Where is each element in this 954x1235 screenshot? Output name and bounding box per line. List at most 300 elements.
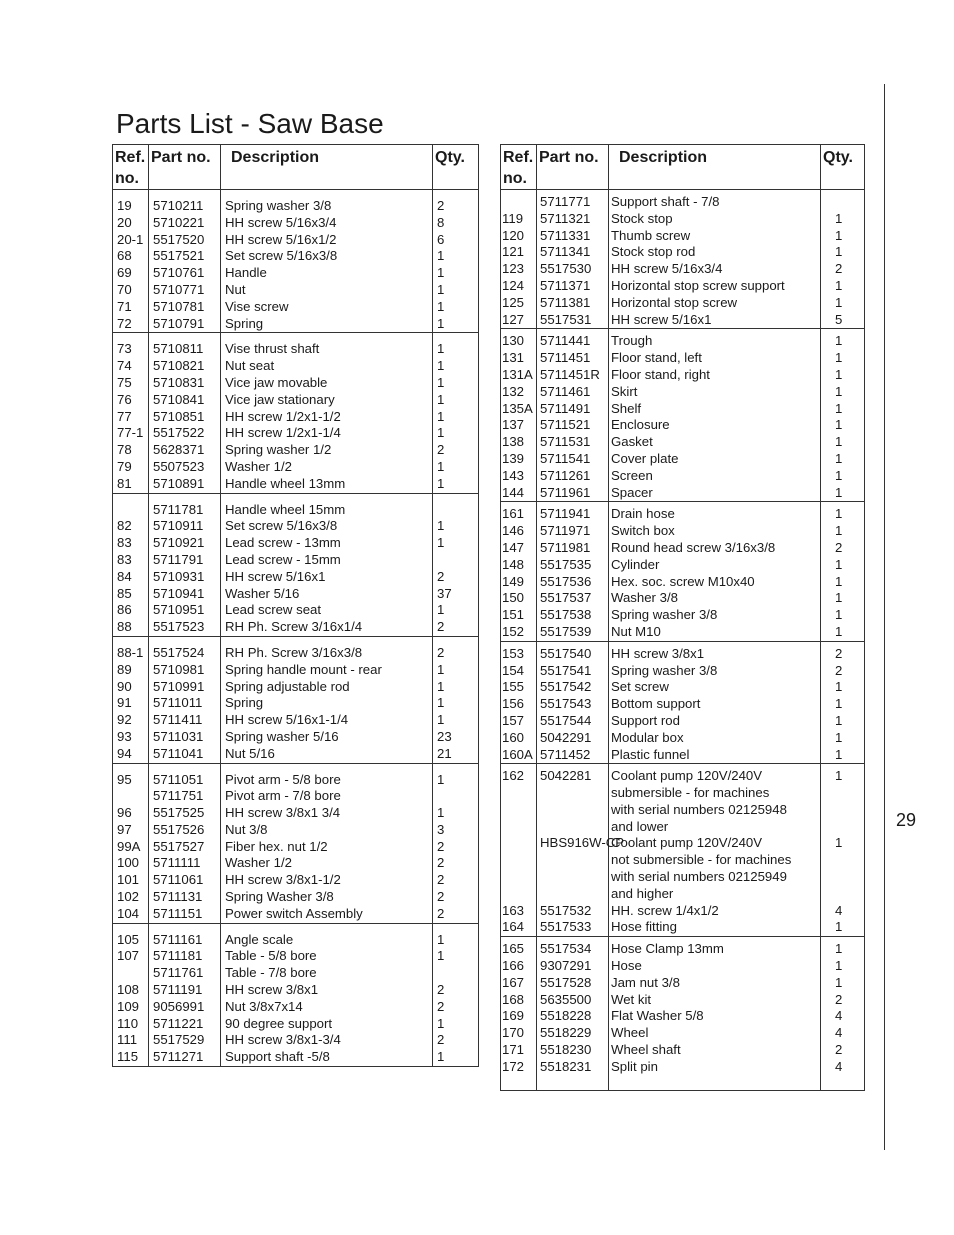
description-cell: Handle wheel 15mm <box>221 493 433 518</box>
part-no-cell: 5517540 <box>537 641 609 662</box>
table-row <box>501 540 865 557</box>
description-cell: Pivot arm - 7/8 bore <box>221 788 433 805</box>
table-row <box>113 248 479 265</box>
description-cell: HH screw 3/8x1 <box>609 641 821 662</box>
table-row <box>501 886 865 903</box>
qty-cell: 1 <box>433 602 479 619</box>
table-row <box>113 746 479 763</box>
table-row <box>113 712 479 729</box>
description-cell: Set screw 5/16x3/8 <box>221 518 433 535</box>
description-cell: HH screw 5/16x3/4 <box>221 215 433 232</box>
part-no-cell: 5711371 <box>537 278 609 295</box>
description-cell: Nut <box>221 282 433 299</box>
description-cell: Gasket <box>609 434 821 451</box>
qty-cell: 1 <box>821 485 865 502</box>
description-cell: Wet kit <box>609 992 821 1009</box>
qty-cell: 2 <box>433 569 479 586</box>
table-row <box>501 485 865 502</box>
part-no-cell: 5711451 <box>537 350 609 367</box>
qty-cell: 1 <box>821 434 865 451</box>
description-cell: Hose <box>609 958 821 975</box>
part-no-cell: 5517531 <box>537 312 609 329</box>
description-cell: Handle <box>221 265 433 282</box>
table-row <box>113 190 479 215</box>
qty-cell: 1 <box>821 937 865 958</box>
description-cell: Trough <box>609 329 821 350</box>
description-cell: Bottom support <box>609 696 821 713</box>
table-row <box>501 468 865 485</box>
qty-cell: 1 <box>821 367 865 384</box>
description-cell: Nut 3/8x7x14 <box>221 999 433 1016</box>
qty-cell: 1 <box>821 502 865 523</box>
parts-group <box>113 636 479 763</box>
description-cell: Support shaft -5/8 <box>221 1049 433 1066</box>
description-cell: with serial numbers 02125948 <box>609 802 821 819</box>
qty-cell: 1 <box>821 244 865 261</box>
part-no-cell <box>537 852 609 869</box>
qty-cell: 1 <box>433 476 479 493</box>
qty-cell <box>433 493 479 518</box>
part-no-cell: 5517527 <box>149 839 221 856</box>
ref-no-cell: 84 <box>113 569 149 586</box>
part-no-cell: 5711771 <box>537 190 609 211</box>
ref-no-cell: 163 <box>501 903 537 920</box>
description-cell: HH screw 5/16x1-1/4 <box>221 712 433 729</box>
qty-cell <box>433 788 479 805</box>
part-no-cell: 5711221 <box>149 1016 221 1033</box>
ref-no-cell: 124 <box>501 278 537 295</box>
description-cell: Cover plate <box>609 451 821 468</box>
table-row <box>113 1049 479 1066</box>
description-cell: Round head screw 3/16x3/8 <box>609 540 821 557</box>
qty-cell: 1 <box>821 958 865 975</box>
description-cell: Vise thrust shaft <box>221 333 433 358</box>
table-row <box>113 1032 479 1049</box>
description-cell: HH screw 3/8x1 <box>221 982 433 999</box>
part-no-cell: 5711961 <box>537 485 609 502</box>
parts-table-right <box>500 144 865 1091</box>
ref-no-cell: 92 <box>113 712 149 729</box>
qty-cell: 1 <box>433 392 479 409</box>
qty-cell: 1 <box>821 417 865 434</box>
ref-no-cell: 138 <box>501 434 537 451</box>
table-row <box>501 574 865 591</box>
qty-cell: 4 <box>821 903 865 920</box>
ref-no-cell <box>113 493 149 518</box>
qty-cell: 2 <box>433 872 479 889</box>
description-cell: Support rod <box>609 713 821 730</box>
description-cell: HH screw 5/16x3/4 <box>609 261 821 278</box>
page-number: 29 <box>896 810 917 830</box>
ref-no-cell: 161 <box>501 502 537 523</box>
part-no-cell: 5711181 <box>149 948 221 965</box>
description-cell: Switch box <box>609 523 821 540</box>
part-no-cell: 5517523 <box>149 619 221 636</box>
ref-no-cell: 94 <box>113 746 149 763</box>
part-no-cell: 5710771 <box>149 282 221 299</box>
ref-no-cell: 155 <box>501 679 537 696</box>
qty-cell: 2 <box>433 906 479 923</box>
qty-cell: 2 <box>821 992 865 1009</box>
qty-cell: 1 <box>433 459 479 476</box>
part-no-cell: 5710931 <box>149 569 221 586</box>
ref-no-cell <box>501 852 537 869</box>
qty-cell: 1 <box>433 923 479 948</box>
table-row <box>113 232 479 249</box>
qty-cell <box>821 802 865 819</box>
ref-no-cell: 88 <box>113 619 149 636</box>
part-no-cell: 5517530 <box>537 261 609 278</box>
part-no-cell: 5517521 <box>149 248 221 265</box>
table-row <box>501 417 865 434</box>
qty-cell: 1 <box>433 679 479 696</box>
table-row <box>501 641 865 662</box>
ref-no-cell: 160 <box>501 730 537 747</box>
part-no-cell <box>537 869 609 886</box>
ref-no-cell: 77 <box>113 409 149 426</box>
part-no-cell: 5711941 <box>537 502 609 523</box>
part-no-cell: 5710981 <box>149 662 221 679</box>
table-row <box>501 958 865 975</box>
part-no-cell: 5711751 <box>149 788 221 805</box>
ref-no-cell: 169 <box>501 1008 537 1025</box>
part-no-cell: 5711451R <box>537 367 609 384</box>
description-cell: Drain hose <box>609 502 821 523</box>
qty-cell: 2 <box>821 641 865 662</box>
part-no-cell: 5710841 <box>149 392 221 409</box>
part-no-cell: 5711761 <box>149 965 221 982</box>
ref-no-cell <box>501 190 537 211</box>
qty-cell: 1 <box>821 713 865 730</box>
table-row <box>501 329 865 350</box>
qty-cell: 1 <box>433 299 479 316</box>
part-no-cell: 5711111 <box>149 855 221 872</box>
part-no-cell: 5711381 <box>537 295 609 312</box>
part-no-header: Part no. <box>149 145 221 190</box>
ref-no-cell <box>501 802 537 819</box>
part-no-cell: 5517528 <box>537 975 609 992</box>
description-cell: Flat Washer 5/8 <box>609 1008 821 1025</box>
ref-no-cell: 143 <box>501 468 537 485</box>
qty-cell <box>821 886 865 903</box>
part-no-cell: 5711131 <box>149 889 221 906</box>
table-row <box>501 367 865 384</box>
description-cell: Table - 5/8 bore <box>221 948 433 965</box>
part-no-cell: 5711011 <box>149 695 221 712</box>
table-row <box>113 923 479 948</box>
part-no-cell: 5710851 <box>149 409 221 426</box>
description-cell: Spring <box>221 695 433 712</box>
qty-cell: 3 <box>433 822 479 839</box>
qty-cell <box>821 852 865 869</box>
description-cell: Horizontal stop screw <box>609 295 821 312</box>
description-cell: Enclosure <box>609 417 821 434</box>
qty-cell: 1 <box>821 329 865 350</box>
qty-cell: 1 <box>821 975 865 992</box>
part-no-cell: 5518229 <box>537 1025 609 1042</box>
qty-cell: 2 <box>433 1032 479 1049</box>
ref-no-cell: 68 <box>113 248 149 265</box>
table-row <box>113 695 479 712</box>
table-row <box>501 434 865 451</box>
table-row <box>113 476 479 493</box>
description-cell: Support shaft - 7/8 <box>609 190 821 211</box>
table-row <box>113 839 479 856</box>
qty-cell: 1 <box>821 747 865 764</box>
qty-cell: 1 <box>433 712 479 729</box>
description-cell: Thumb screw <box>609 228 821 245</box>
table-row <box>113 493 479 518</box>
part-no-cell: 5042291 <box>537 730 609 747</box>
qty-cell: 21 <box>433 746 479 763</box>
table-row <box>113 872 479 889</box>
description-cell: Spring washer 3/8 <box>221 190 433 215</box>
ref-no-cell: 131 <box>501 350 537 367</box>
description-cell: 90 degree support <box>221 1016 433 1033</box>
table-row <box>501 590 865 607</box>
qty-cell: 1 <box>433 535 479 552</box>
part-no-cell: 5711541 <box>537 451 609 468</box>
description-cell: Lead screw seat <box>221 602 433 619</box>
description-cell: Split pin <box>609 1059 821 1090</box>
ref-no-cell: 90 <box>113 679 149 696</box>
table-row <box>113 333 479 358</box>
table-row <box>501 819 865 836</box>
part-no-cell: 5628371 <box>149 442 221 459</box>
part-no-cell: 5518228 <box>537 1008 609 1025</box>
ref-no-cell <box>113 965 149 982</box>
description-cell: Spring handle mount - rear <box>221 662 433 679</box>
description-cell: HH screw 5/16x1 <box>609 312 821 329</box>
qty-cell: 1 <box>433 265 479 282</box>
qty-cell: 2 <box>433 619 479 636</box>
table-row <box>501 852 865 869</box>
table-row <box>501 747 865 764</box>
description-cell: Set screw <box>609 679 821 696</box>
table-row <box>501 713 865 730</box>
table-row <box>501 975 865 992</box>
part-no-cell: 5710991 <box>149 679 221 696</box>
qty-cell <box>821 869 865 886</box>
description-cell: Vice jaw movable <box>221 375 433 392</box>
description-cell: Floor stand, right <box>609 367 821 384</box>
parts-table-left <box>112 144 479 1067</box>
qty-cell: 1 <box>433 248 479 265</box>
qty-cell: 1 <box>433 805 479 822</box>
part-no-cell: 5710811 <box>149 333 221 358</box>
description-cell: Spring adjustable rod <box>221 679 433 696</box>
table-row <box>113 409 479 426</box>
part-no-cell: 5711331 <box>537 228 609 245</box>
description-cell: Modular box <box>609 730 821 747</box>
description-cell: Angle scale <box>221 923 433 948</box>
qty-cell: 1 <box>821 451 865 468</box>
qty-cell: 1 <box>821 523 865 540</box>
part-no-cell: 5710221 <box>149 215 221 232</box>
part-no-cell: 5517538 <box>537 607 609 624</box>
description-cell: Nut seat <box>221 358 433 375</box>
ref-no-cell: 162 <box>501 764 537 785</box>
table-row <box>501 869 865 886</box>
table-row <box>113 822 479 839</box>
qty-cell: 1 <box>821 295 865 312</box>
qty-cell: 1 <box>821 350 865 367</box>
table-row <box>113 215 479 232</box>
table-row <box>113 889 479 906</box>
ref-no-cell: 165 <box>501 937 537 958</box>
qty-cell: 1 <box>821 679 865 696</box>
description-cell: not submersible - for machines <box>609 852 821 869</box>
qty-cell <box>821 190 865 211</box>
table-row <box>501 1025 865 1042</box>
table-row <box>501 679 865 696</box>
ref-no-cell: 70 <box>113 282 149 299</box>
qty-cell: 1 <box>433 662 479 679</box>
description-cell: Table - 7/8 bore <box>221 965 433 982</box>
ref-no-cell: 77-1 <box>113 425 149 442</box>
ref-no-cell: 168 <box>501 992 537 1009</box>
description-cell: Shelf <box>609 401 821 418</box>
table-row <box>501 523 865 540</box>
part-no-cell: 5711981 <box>537 540 609 557</box>
description-cell: Hex. soc. screw M10x40 <box>609 574 821 591</box>
qty-cell: 1 <box>821 696 865 713</box>
ref-no-cell: 172 <box>501 1059 537 1090</box>
table-row <box>501 228 865 245</box>
parts-group <box>113 763 479 923</box>
part-no-cell: 5710941 <box>149 586 221 603</box>
ref-no-cell <box>501 819 537 836</box>
ref-no-cell: 101 <box>113 872 149 889</box>
part-no-header: Part no. <box>537 145 609 190</box>
description-cell: Lead screw - 13mm <box>221 535 433 552</box>
table-row <box>501 295 865 312</box>
part-no-cell: 5711531 <box>537 434 609 451</box>
part-no-cell: 5710911 <box>149 518 221 535</box>
description-cell: Coolant pump 120V/240V <box>609 835 821 852</box>
qty-cell: 1 <box>821 835 865 852</box>
table-row <box>113 662 479 679</box>
description-cell: RH Ph. Screw 3/16x3/8 <box>221 636 433 661</box>
table-row <box>501 190 865 211</box>
part-no-cell: 5710821 <box>149 358 221 375</box>
parts-group <box>501 764 865 937</box>
table-row <box>501 663 865 680</box>
ref-no-cell: 85 <box>113 586 149 603</box>
qty-cell: 1 <box>821 574 865 591</box>
table-row <box>501 312 865 329</box>
ref-no-cell: 167 <box>501 975 537 992</box>
qty-cell: 2 <box>433 889 479 906</box>
table-row <box>501 211 865 228</box>
ref-no-cell: 170 <box>501 1025 537 1042</box>
description-cell: Spring <box>221 316 433 333</box>
description-cell: Fiber hex. nut 1/2 <box>221 839 433 856</box>
part-no-cell: 5710781 <box>149 299 221 316</box>
description-cell: Cylinder <box>609 557 821 574</box>
part-no-cell: 5517520 <box>149 232 221 249</box>
qty-cell: 2 <box>821 540 865 557</box>
ref-no-cell <box>501 869 537 886</box>
part-no-cell: 5711461 <box>537 384 609 401</box>
qty-cell: 23 <box>433 729 479 746</box>
ref-no-header: Ref. no. <box>113 145 149 190</box>
qty-cell: 1 <box>433 316 479 333</box>
table-row <box>113 906 479 923</box>
ref-no-cell: 109 <box>113 999 149 1016</box>
part-no-cell: 5711341 <box>537 244 609 261</box>
description-cell: Nut 5/16 <box>221 746 433 763</box>
description-cell: Plastic funnel <box>609 747 821 764</box>
ref-no-cell: 150 <box>501 590 537 607</box>
parts-group <box>113 923 479 1066</box>
table-row <box>501 1008 865 1025</box>
table-row <box>113 602 479 619</box>
part-no-cell: 5710761 <box>149 265 221 282</box>
description-cell: Washer 3/8 <box>609 590 821 607</box>
description-cell: and lower <box>609 819 821 836</box>
part-no-cell: 5635500 <box>537 992 609 1009</box>
description-cell: Jam nut 3/8 <box>609 975 821 992</box>
table-row <box>113 982 479 999</box>
parts-group <box>501 329 865 502</box>
ref-no-cell: 156 <box>501 696 537 713</box>
ref-no-cell: 119 <box>501 211 537 228</box>
ref-no-cell: 100 <box>113 855 149 872</box>
parts-group <box>501 190 865 329</box>
ref-no-cell: 131A <box>501 367 537 384</box>
part-no-cell <box>537 785 609 802</box>
ref-no-cell: 82 <box>113 518 149 535</box>
ref-no-cell: 164 <box>501 919 537 936</box>
table-row <box>501 384 865 401</box>
table-row <box>501 785 865 802</box>
part-no-cell: 5711791 <box>149 552 221 569</box>
qty-cell: 1 <box>821 607 865 624</box>
table-row <box>113 282 479 299</box>
table-row <box>113 442 479 459</box>
qty-cell: 1 <box>821 557 865 574</box>
part-no-cell: 5711411 <box>149 712 221 729</box>
table-row <box>113 855 479 872</box>
ref-no-cell: 86 <box>113 602 149 619</box>
qty-cell: 2 <box>821 663 865 680</box>
table-row <box>501 502 865 523</box>
qty-cell: 2 <box>433 636 479 661</box>
ref-no-cell: 83 <box>113 535 149 552</box>
qty-cell: 5 <box>821 312 865 329</box>
table-row <box>113 729 479 746</box>
ref-no-cell: 69 <box>113 265 149 282</box>
ref-no-cell: 88-1 <box>113 636 149 661</box>
part-no-cell: 5042281 <box>537 764 609 785</box>
description-cell: Set screw 5/16x3/8 <box>221 248 433 265</box>
description-cell: Spring washer 5/16 <box>221 729 433 746</box>
table-row <box>113 375 479 392</box>
description-cell: Washer 1/2 <box>221 855 433 872</box>
part-no-cell: 5517541 <box>537 663 609 680</box>
ref-no-cell: 19 <box>113 190 149 215</box>
description-cell: Spring Washer 3/8 <box>221 889 433 906</box>
ref-no-cell: 75 <box>113 375 149 392</box>
table-row <box>113 586 479 603</box>
ref-no-cell: 153 <box>501 641 537 662</box>
part-no-cell: 5517532 <box>537 903 609 920</box>
qty-cell <box>821 819 865 836</box>
table-row <box>113 535 479 552</box>
part-no-cell: 5711261 <box>537 468 609 485</box>
ref-no-cell: 20-1 <box>113 232 149 249</box>
